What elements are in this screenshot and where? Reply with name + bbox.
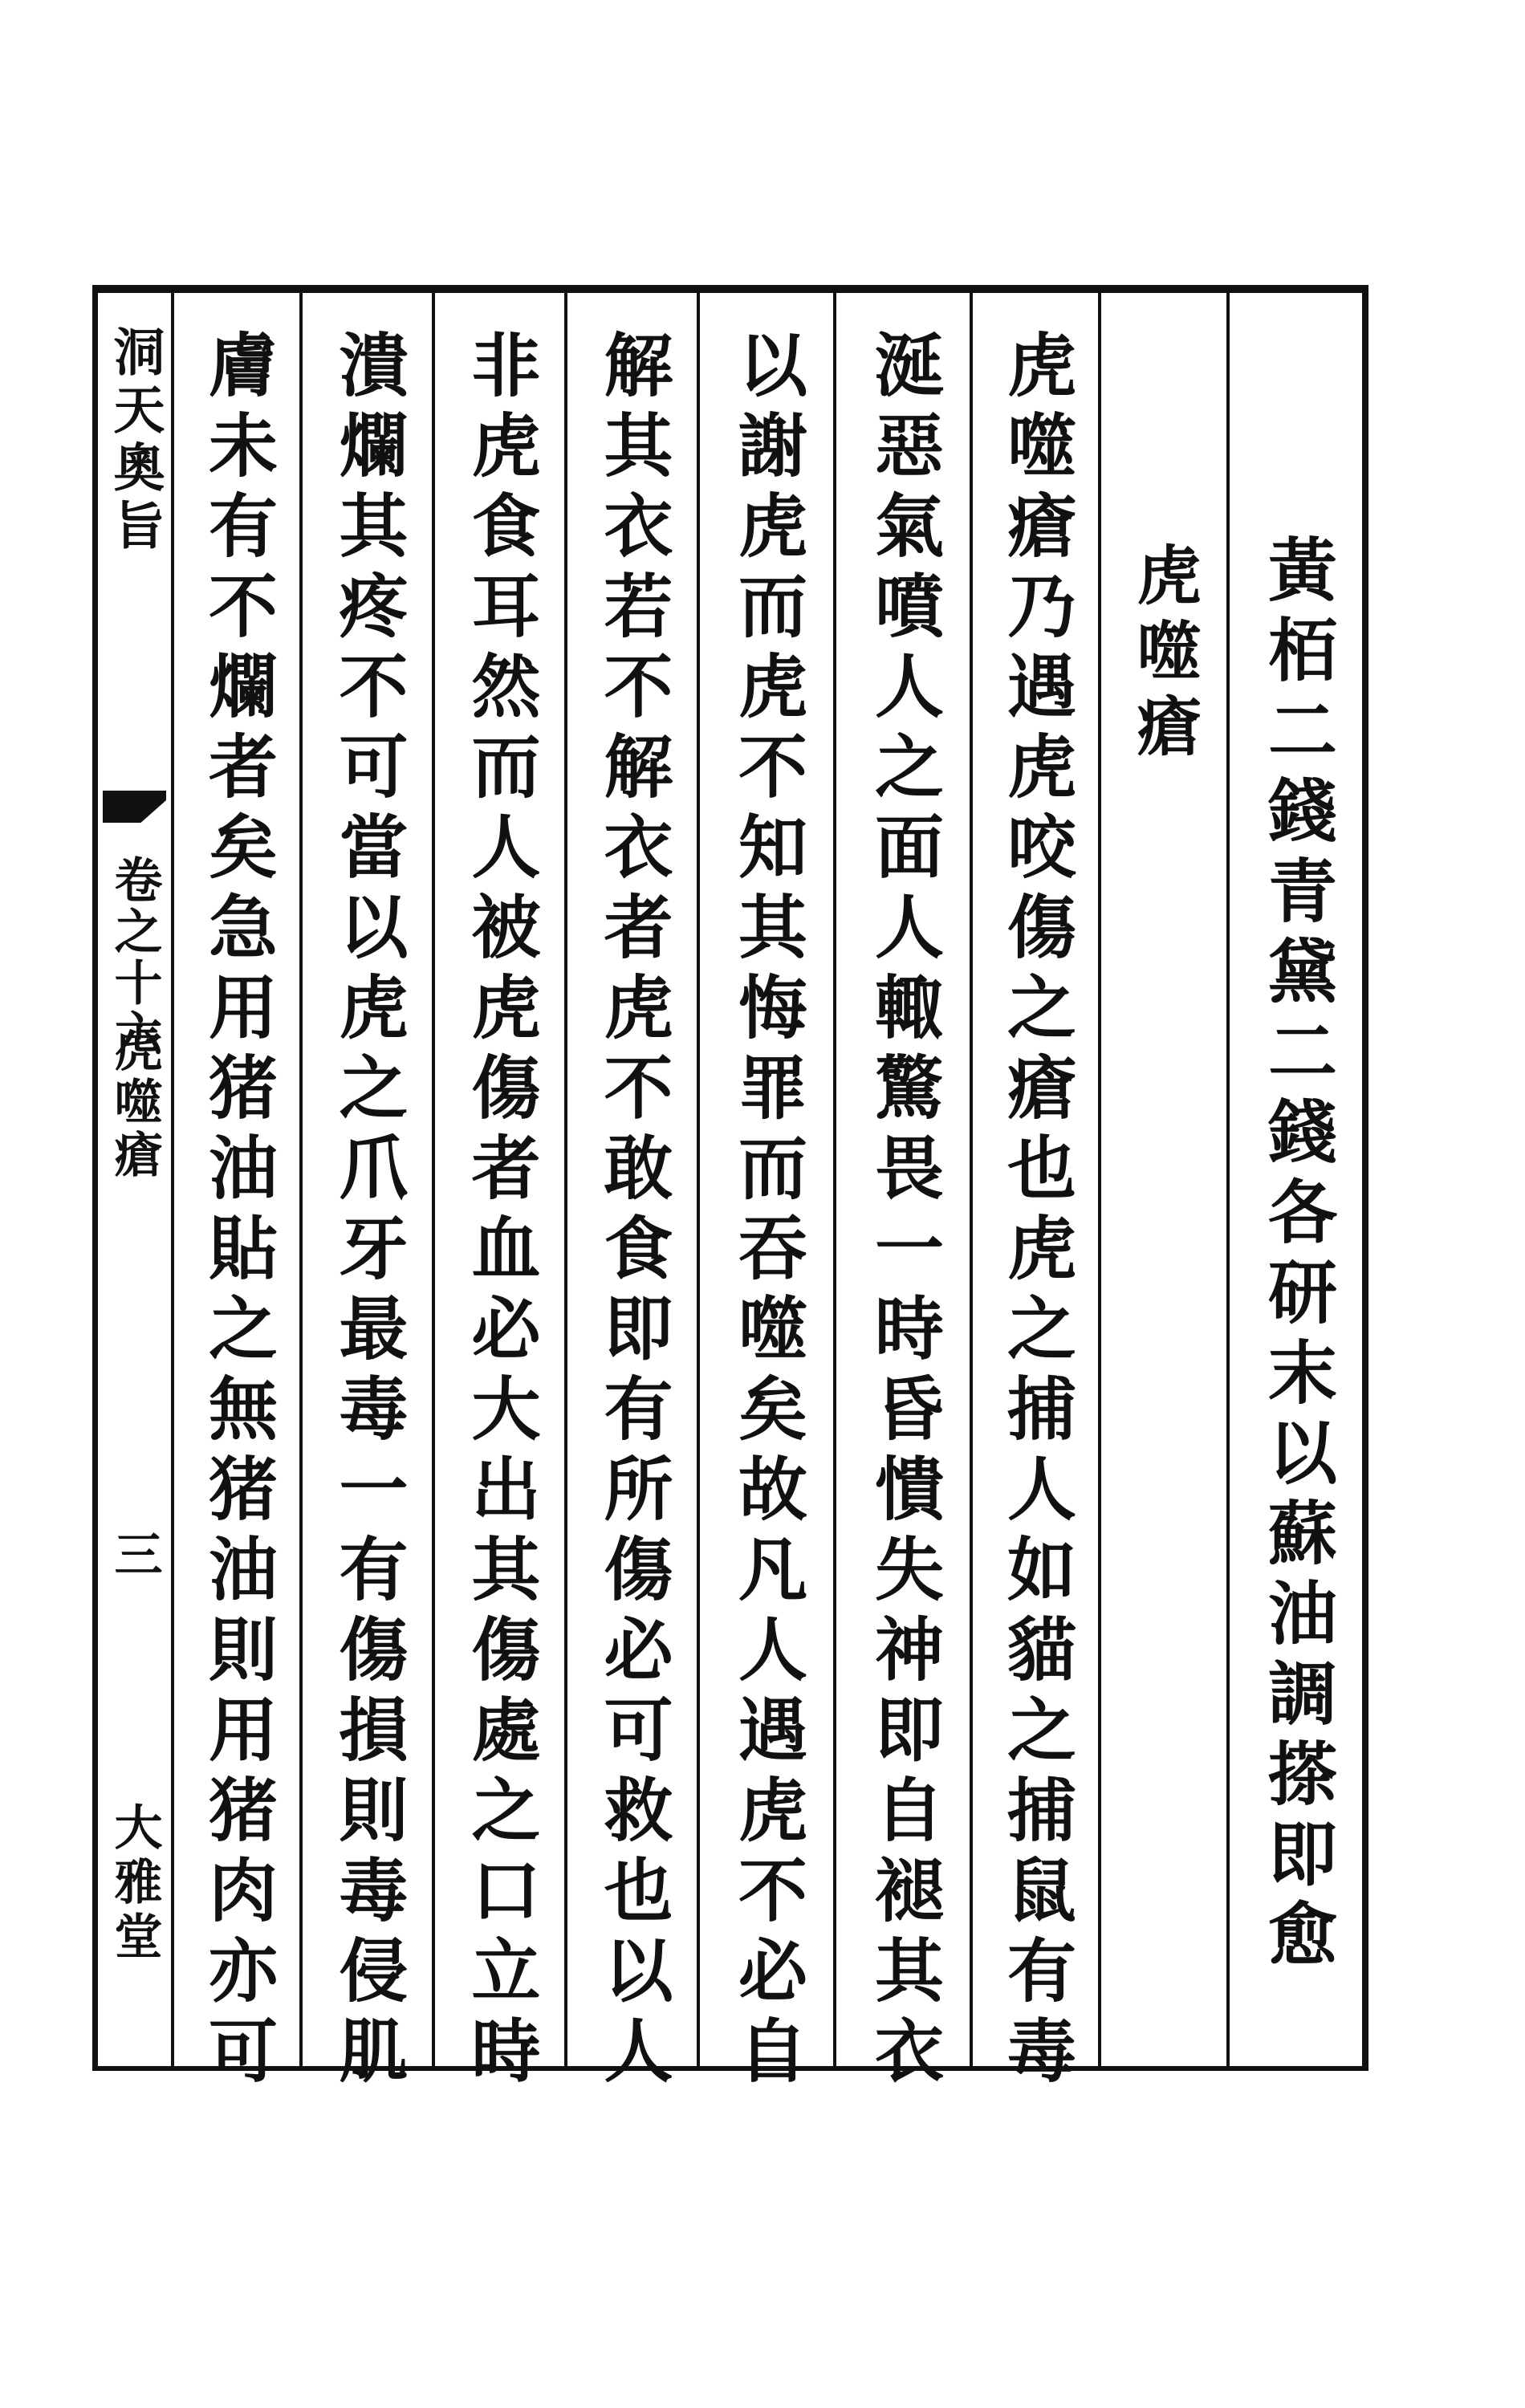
fold-column — [95, 293, 171, 2066]
text-line: 以謝虎而虎不知其悔罪而吞噬矣故凡人遇虎不必自 — [726, 329, 807, 2095]
heading-column — [1098, 293, 1226, 2066]
text-line: 膚未有不爛者矣急用猪油貼之無猪油則用猪肉亦可 — [197, 329, 278, 2095]
leaf-number: 三 — [106, 1529, 163, 1577]
text-line: 涎惡氣噴人之面人輙驚畏一時昏憒失神即自褪其衣 — [863, 329, 944, 2095]
text-column-6 — [299, 293, 432, 2095]
fishtail-mark — [103, 791, 166, 823]
text-block-frame — [92, 285, 1368, 2095]
text-line: 虎噬瘡乃遇虎咬傷之瘡也虎之捕人如貓之捕鼠有毒 — [995, 329, 1076, 2095]
publisher-hall: 大雅堂 — [106, 1802, 163, 1966]
text-column-4 — [564, 293, 697, 2095]
recipe-line: 黃栢二錢青黛二錢各研末以蘇油調搽即愈 — [1256, 534, 1337, 1979]
text-column-2 — [833, 293, 970, 2095]
text-column-1 — [970, 293, 1098, 2095]
recipe-column — [1226, 293, 1363, 2066]
book-title: 洞天奧旨 — [104, 325, 165, 556]
text-line: 非虎食耳然而人被虎傷者血必大出其傷處之口立時 — [459, 329, 541, 2095]
text-column-3 — [697, 293, 833, 2095]
text-line: 潰爛其疼不可當以虎之爪牙最毒一有傷損則毒侵肌 — [327, 329, 409, 2095]
text-column-7 — [171, 293, 299, 2095]
section-heading: 虎噬瘡 — [1126, 542, 1202, 768]
chapter-label: 虎噬瘡 — [106, 1023, 163, 1182]
volume-label: 卷之十六 — [106, 855, 163, 1060]
text-line: 解其衣若不解衣者虎不敢食即有所傷必可救也以人 — [592, 329, 673, 2095]
text-column-5 — [432, 293, 564, 2095]
